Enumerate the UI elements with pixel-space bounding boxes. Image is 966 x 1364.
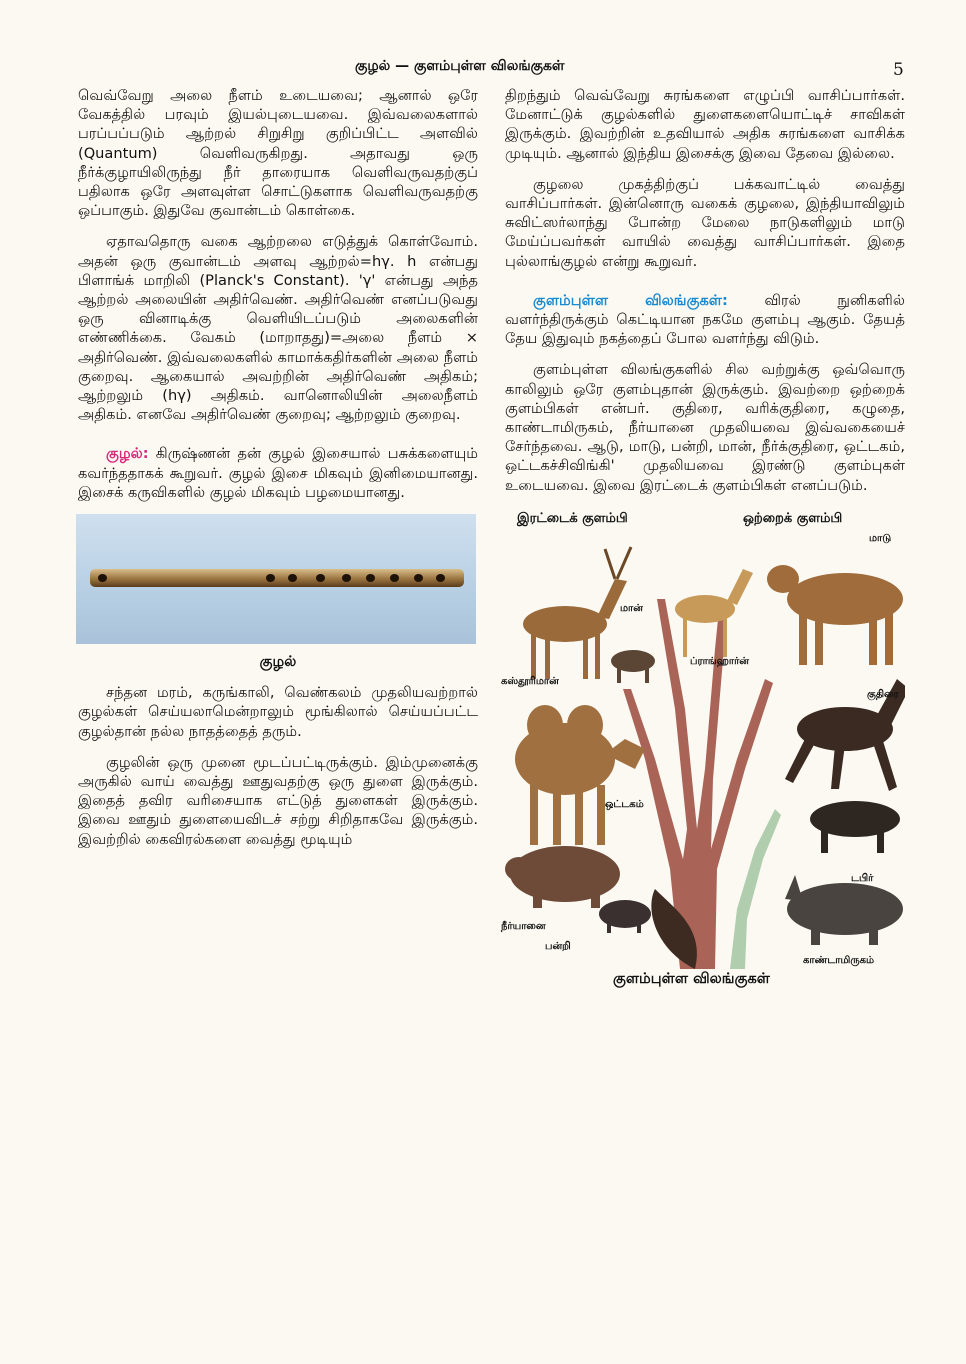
musk-deer-label: கஸ்தூரிமான் (501, 675, 559, 687)
page-number: 5 (893, 60, 904, 80)
pronghorn-icon (675, 569, 753, 657)
rhino-label: காண்டாமிருகம் (803, 954, 875, 966)
paragraph: குழலை முகத்திற்குப் பக்கவாட்டில் வைத்து வாசிப்பார்கள். இன்னொரு வகைக் குழலை, இந்தியாவிலும் சுவிட்ஸர்லாந்து போன்ற மேலை நாடுகளிலும் மாடு மேய்ப்பவர்கள் வாயில் வைத்து வாசிப்பார்கள். இதை புல்லாங்குழல் என்று கூறுவர். (505, 175, 905, 270)
flute-hole (266, 574, 275, 582)
figure-caption: குளம்புள்ள விலங்குகள் (613, 969, 770, 987)
flute-hole (316, 574, 325, 582)
left-column (78, 86, 478, 861)
hoofed-text: விரல் நுனிகளில் வளர்ந்திருக்கும் கெட்டியான நகமே குளம்பு ஆகும். தேயத் தேய இதுவும் நகத்தைப் போல வளர்ந்து விடும். (505, 291, 905, 348)
odd-toed-label: ஒற்றைக் குளம்பி (743, 510, 843, 526)
paragraph: குளம்புள்ள விலங்குகளில் சில வற்றுக்கு ஒவ்வொரு காலிலும் ஒரே குளம்புதான் இருக்கும். இவற்றை ஒற்றைக் குளம்பிகள் என்பர். குதிரை, வரிக்குதிரை, கழுதை, காண்டாமிருகம், நீர்யானை முதலியவை இவ்வகையைச் சேர்ந்தவை. ஆடு, மாடு, பன்றி, மான், நீர்க்குதிரை, ஒட்டகம், ஒட்டகச்சிவிங்கி' முதலியவை இரண்டு குளம்புகள் உடையவை. இவை இரட்டைக் குளம்பிகள் எனப்படும். (505, 361, 905, 494)
cow-icon (767, 565, 903, 665)
flute-hole (436, 574, 445, 582)
pig-label: பன்றி (545, 940, 571, 952)
deer-label: மான் (620, 602, 643, 614)
flute-illustration (90, 569, 464, 587)
kuzhal-paragraph (78, 444, 478, 502)
flute-hole (414, 574, 423, 582)
musk-deer-icon (611, 650, 655, 683)
flute-image (76, 514, 476, 644)
flute-hole (342, 574, 351, 582)
right-column (501, 86, 905, 987)
flute-caption: குழல் (259, 653, 297, 671)
paragraph: வெவ்வேறு அலை நீளம் உடையவை; ஆனால் ஒரே வேகத்தில் பரவும் இயல்புடையவை. இவ்வலைகளால் பரப்பப்படும் ஆற்றல் சிறுசிறு குறிப்பிட்ட அளவில் (Quantum) வெளிவருகிறது. அதாவது ஒரு நீர்க்குழாயிலிருந்து நீர் தாரையாக வெளிவருவதற்குப் பதிலாக ஒரே அளவுள்ள சொட்டுகளாக வெளிவருவதற்கு ஒப்பாகும். இதுவே குவான்டம் கொள்கை. (78, 87, 478, 220)
hoofed-heading: குளம்புள்ள விலங்குகள்: (533, 291, 728, 309)
hippo-label: நீர்யானை (501, 920, 546, 932)
cow-label: மாடு (869, 532, 892, 544)
paragraph: சந்தன மரம், கருங்காலி, வெண்கலம் முதலியவற்றால் குழல்கள் செய்யலாமென்றாலும் மூங்கிலால் செய்யப்பட்ட குழல்தான் நல்ல நாதத்தைத் தரும். (78, 684, 478, 740)
kuzhal-text: கிருஷ்ணன் தன் குழல் இசையால் பசுக்களையும் கவர்ந்ததாகக் கூறுவர். குழல் இசை மிகவும் இனிமையானது. இசைக் கருவிகளில் குழல் மிகவும் பழமையானது. (78, 445, 478, 501)
page-header (0, 58, 966, 82)
flute-hole (98, 574, 107, 582)
tapir-label: டபிர் (851, 872, 874, 884)
flute-hole (288, 574, 297, 582)
rhino-icon (785, 875, 903, 945)
pronghorn-label: ப்ராங்ஹார்ன் (690, 655, 749, 667)
running-title: குழல் — குளம்புள்ள விலங்குகள் (355, 58, 565, 74)
camel-label: ஒட்டகம் (605, 798, 644, 810)
hippo-icon (505, 846, 620, 908)
hoofed-animals-figure (501, 507, 905, 987)
tapir-icon (810, 801, 900, 853)
camel-icon (515, 705, 645, 845)
hoofed-paragraph (505, 291, 905, 349)
kuzhal-heading: குழல்: (106, 445, 149, 463)
horse-label: குதிரை (867, 688, 899, 700)
flute-hole (366, 574, 375, 582)
animals-illustration (505, 529, 905, 969)
pig-icon (599, 900, 651, 933)
paragraph: திறந்தும் வெவ்வேறு சுரங்களை எழுப்பி வாசிப்பார்கள். மேனாட்டுக் குழல்களில் துளைகளையொட்டிச் சாவிகள் இருக்கும். இவற்றின் உதவியால் அதிக சுரங்களை வாசிக்க முடியும். ஆனால் இந்திய இசைக்கு இவை தேவை இல்லை. (505, 87, 905, 162)
flute-hole (390, 574, 399, 582)
even-toed-label: இரட்டைக் குளம்பி (517, 510, 628, 526)
paragraph: ஏதாவதொரு வகை ஆற்றலை எடுத்துக் கொள்வோம். அதன் ஒரு குவான்டம் அளவு ஆற்றல்=hγ. h என்பது பிளாங்க் மாறிலி (Planck's Constant). 'γ' என்பது அந்த ஆற்றல் அலையின் அதிர்வெண். அதிர்வெண் எனப்படுவது ஒரு வினாடிக்கு வெளியிடப்படும் அலைகளின் எண்ணிக்கை. வேகம் (மாறாதது)=அலை நீளம் × அதிர்வெண். இவ்வலைகளில் காமாக்கதிர்களின் அலை நீளம் குறைவு. ஆகையால் அவற்றின் அதிர்வெண் அதிகம்; ஆற்றலும் (hγ) அதிகம். வானொலியின் அலைநீளம் அதிகம். எனவே அதிர்வெண் குறைவு; ஆற்றலும் குறைவு. (78, 233, 478, 424)
tree-branch-green (730, 809, 781, 969)
paragraph: குழலின் ஒரு முனை மூடப்பட்டிருக்கும். இம்முனைக்கு அருகில் வாய் வைத்து ஊதுவதற்கு ஒரு துளை இருக்கும். இதைத் தவிர வரிசையாக எட்டுத் துளைகள் இருக்கும். இவை ஊதும் துளையைவிடச் சற்று சிறிதாகவே இருக்கும். இவற்றில் கைவிரல்களை வைத்து மூடியும் (78, 753, 478, 848)
